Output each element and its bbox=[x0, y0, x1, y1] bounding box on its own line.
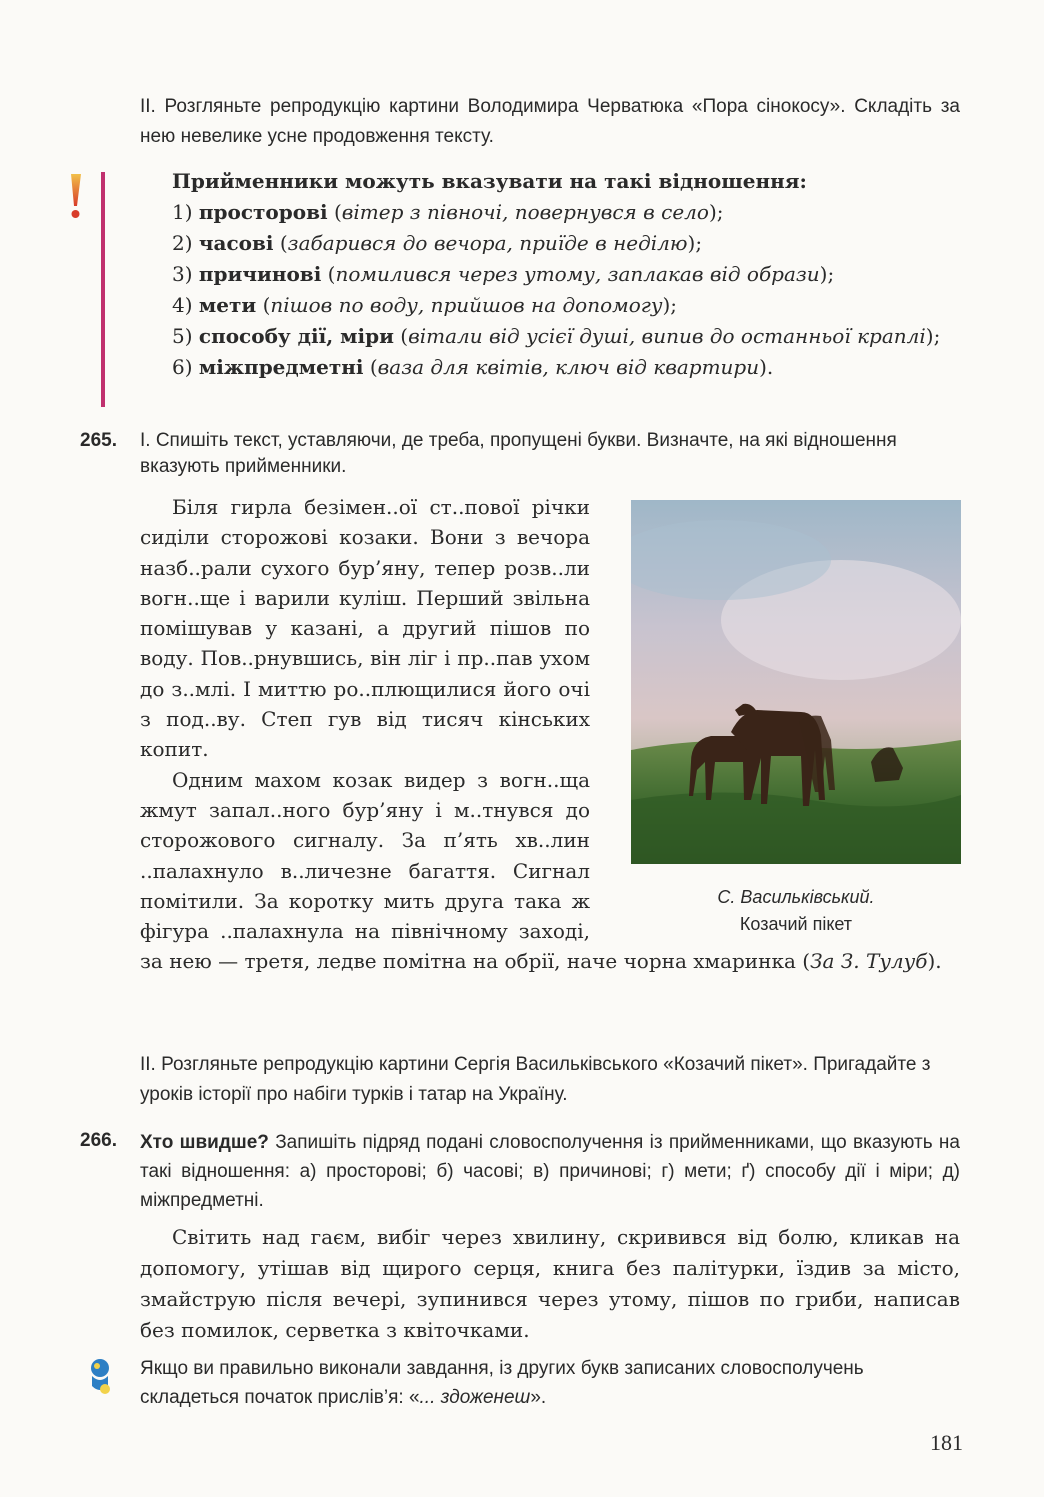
exercise-265-paragraph-1: Біля гирла безімен..ої ст..пової річки сиділи сторожові козаки. Вони з вечора назб..рали сухого бур’яну, тепер розв..ли вогн..ще і варили куліш. Перший звільна помішував у казані, а другий пішов по воду. Пов..рнувшись, він ліг і пр..пав ухом до з..млі. І миттю ро..плющилися його очі з под..ву. Степ гув від тисяч кінських копит. bbox=[140, 495, 590, 762]
exercise-265-task-2: II. Розгляньте репродукцію картини Сергія Васильківського «Козачий пікет». Пригадайте з уроків історії про набіги турків і татар на Україну. bbox=[140, 1054, 931, 1105]
caption-title: Козачий пікет bbox=[739, 914, 853, 934]
rule-item: 6) міжпредметні (ваза для квітів, ключ від квартири). bbox=[172, 355, 774, 379]
source-ref: За З. Тулуб bbox=[810, 949, 928, 974]
exercise-266-text: Світить над гаєм, вибіг через хвилину, скривився від болю, кликав на допомогу, утішав від щирого серця, книга без палітурки, їздив за місто, змайструю після вечері, зупинився через утому, пішов по гриби, написав без помилок, серветка з квіточками. bbox=[140, 1225, 960, 1342]
rule-item: 5) способу дії, міри (вітали від усієї душі, випив до останньої краплі); bbox=[172, 324, 941, 348]
exercise-265-number: 265. bbox=[80, 430, 117, 451]
puzzle-hint-icon bbox=[80, 1356, 120, 1398]
intro-task-text: II. Розгляньте репродукцію картини Володимира Черватюка «Пора сінокосу». Складіть за нею невелике усне продовження тексту. bbox=[140, 96, 960, 147]
exercise-266-number: 266. bbox=[80, 1130, 117, 1151]
hint-text: Якщо ви правильно виконали завдання, із других букв записаних словосполучень складеться початок прислів’я: «... здоженеш». bbox=[140, 1358, 864, 1408]
rule-item: 1) просторові (вітер з півночі, повернувся в село); bbox=[172, 200, 724, 224]
exercise-265-task: I. Спишіть текст, уставляючи, де треба, пропущені букви. Визначте, на які відношення вказують прийменники. bbox=[140, 430, 897, 477]
painting-cossack-picket bbox=[631, 500, 961, 864]
exercise-266-task: Хто швидше? Запишіть підряд подані словосполучення із прийменниками, що вказують на такі відношення: а) просторові; б) часові; в) причинові; г) мети; ґ) способу дії і міри; д) міжпредметні. bbox=[140, 1132, 960, 1211]
rule-box bbox=[0, 166, 1044, 416]
exclamation-icon bbox=[62, 172, 88, 222]
rule-item: 2) часові (забарився до вечора, приїде в неділю); bbox=[172, 231, 703, 255]
exercise-265-paragraph-2: Одним махом козак видер з вогн..ща жмут запал..ного бур’яну і м..тнувся до сторожового сигналу. За п’ять хв..лин ..палахнуло в..личезне багаття. Сигнал помітили. За коротку мить друга така ж фігура ..палахнула на північному заході, за нею — третя, ледве помітна на обрії, наче чорна хмаринка (За З. Тулуб). bbox=[140, 767, 942, 974]
hint-quote: ... здоженеш bbox=[419, 1387, 531, 1408]
rule-heading: Прийменники можуть вказувати на такі відношення: bbox=[172, 169, 807, 193]
rule-item: 3) причинові (помилився через утому, заплакав від образи); bbox=[172, 262, 835, 286]
rule-accent-bar bbox=[101, 172, 105, 407]
painting-caption bbox=[631, 884, 961, 938]
exercise-266-lead: Хто швидше? bbox=[140, 1132, 269, 1153]
intro-task bbox=[140, 92, 960, 152]
rule-text bbox=[140, 166, 960, 383]
rule-item: 4) мети (пішов по воду, прийшов на допомогу); bbox=[172, 293, 678, 317]
caption-author: С. Васильківський. bbox=[717, 887, 875, 907]
page-number: 181 bbox=[930, 1430, 963, 1455]
